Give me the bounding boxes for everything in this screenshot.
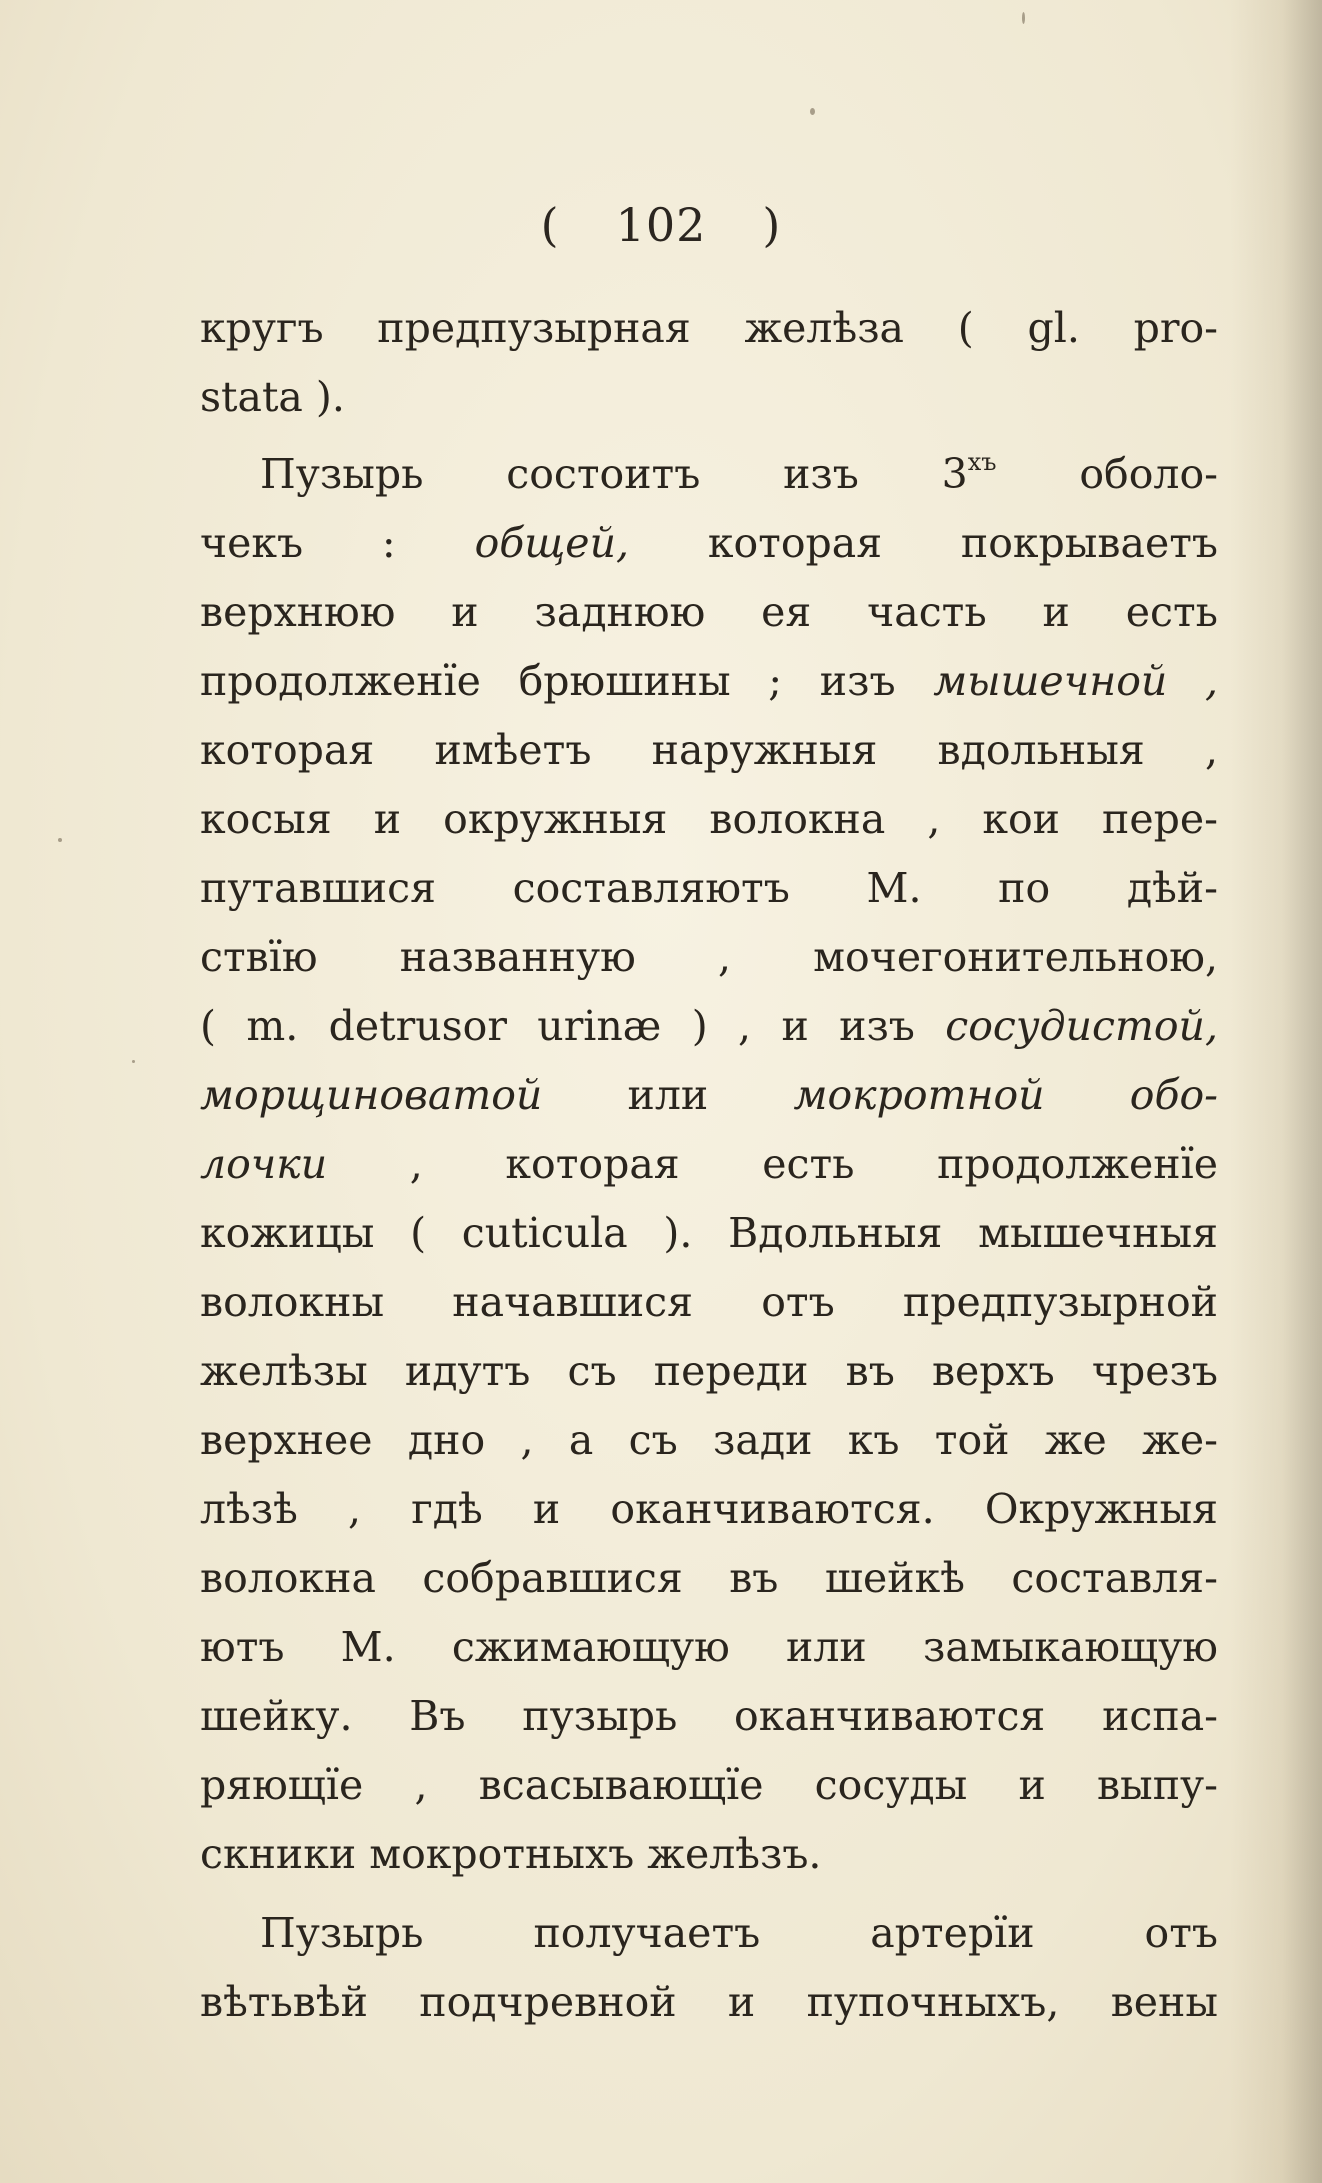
text-line [200,1751,1218,1820]
text-run: ютъ М. сжимающую или замыкающую [200,1623,1218,1671]
paragraph-start-line [200,440,1218,509]
text-line [200,1968,1218,2037]
text-run: , которая есть продолженїе [327,1140,1218,1188]
text-run: ряющїе , всасывающїе сосуды и выпу- [200,1761,1218,1809]
text-run: продолженїе брюшины ; изъ [200,657,934,705]
text-run: косыя и окружныя волокна , кои пере- [200,795,1218,843]
paper-speck [132,1060,135,1063]
superscript: хъ [967,448,997,476]
paper-speck [810,108,815,115]
text-run: кругъ предпузырная желѣза ( gl. pro- [200,304,1218,352]
text-line [200,1475,1218,1544]
text-line [200,1130,1218,1199]
page-number [0,198,1322,252]
text-run: ствїю названную , мочегонительною, [200,933,1218,981]
text-line [200,363,1218,432]
paragraph-start-line [200,1899,1218,1968]
text-run: stata ). [200,373,345,421]
italic-term: общей, [474,519,630,567]
text-run: вѣтьвѣй подчревной и пупочныхъ, вены [200,1978,1218,2026]
text-line [200,1613,1218,1682]
text-line [200,923,1218,992]
text-line [200,578,1218,647]
text-line [200,1406,1218,1475]
text-run: шейку. Въ пузырь оканчиваются испа- [200,1692,1218,1740]
text-line [200,647,1218,716]
text-run: верхнее дно , а съ зади къ той же же- [200,1416,1218,1464]
text-run: желѣзы идутъ съ переди въ верхъ чрезъ [200,1347,1218,1395]
italic-term: мокротной обо- [793,1071,1218,1119]
text-run: лѣзѣ , гдѣ и оканчиваются. Окружныя [200,1485,1218,1533]
text-line [200,785,1218,854]
text-line [200,716,1218,785]
text-line [200,1682,1218,1751]
text-line [200,1337,1218,1406]
italic-term: сосудистой, [945,1002,1218,1050]
text-run: верхнюю и заднюю ея часть и есть [200,588,1218,636]
text-line [200,1820,1218,1889]
page-number-close-paren: ) [762,198,782,252]
paper-speck [1022,12,1025,24]
text-run: которая имѣетъ наружныя вдольныя , [200,726,1218,774]
text-run: Пузырь состоитъ изъ 3 [260,450,968,498]
text-line [200,854,1218,923]
italic-term: мышечной , [933,657,1218,705]
text-line [200,992,1218,1061]
paper-speck [58,838,62,842]
text-run: волокны начавшися отъ предпузырной [200,1278,1218,1326]
text-line [200,509,1218,578]
text-run: ( m. detrusor urinæ ) , и изъ [200,1002,946,1050]
text-run: которая покрываетъ [629,519,1218,567]
text-line [200,1199,1218,1268]
text-run: или [542,1071,794,1119]
text-line [200,1061,1218,1130]
text-run: волокна собравшися въ шейкѣ составля- [200,1554,1218,1602]
text-line [200,1268,1218,1337]
text-run: кожицы ( cuticula ). Вдольныя мышечныя [200,1209,1218,1257]
text-line [200,294,1218,363]
text-run: скники мокротныхъ желѣзъ. [200,1830,822,1878]
page-number-value: 102 [615,198,707,252]
italic-term: морщиноватой [200,1071,543,1119]
text-run: путавшися составляютъ М. по дѣй- [200,864,1218,912]
italic-term: лочки [200,1140,328,1188]
text-run: чекъ : [200,519,475,567]
text-run: Пузырь получаетъ артерїи отъ [260,1909,1218,1957]
page-number-open-paren: ( [540,198,560,252]
text-run: оболо- [996,450,1218,498]
body-text [200,294,1218,2037]
text-line [200,1544,1218,1613]
